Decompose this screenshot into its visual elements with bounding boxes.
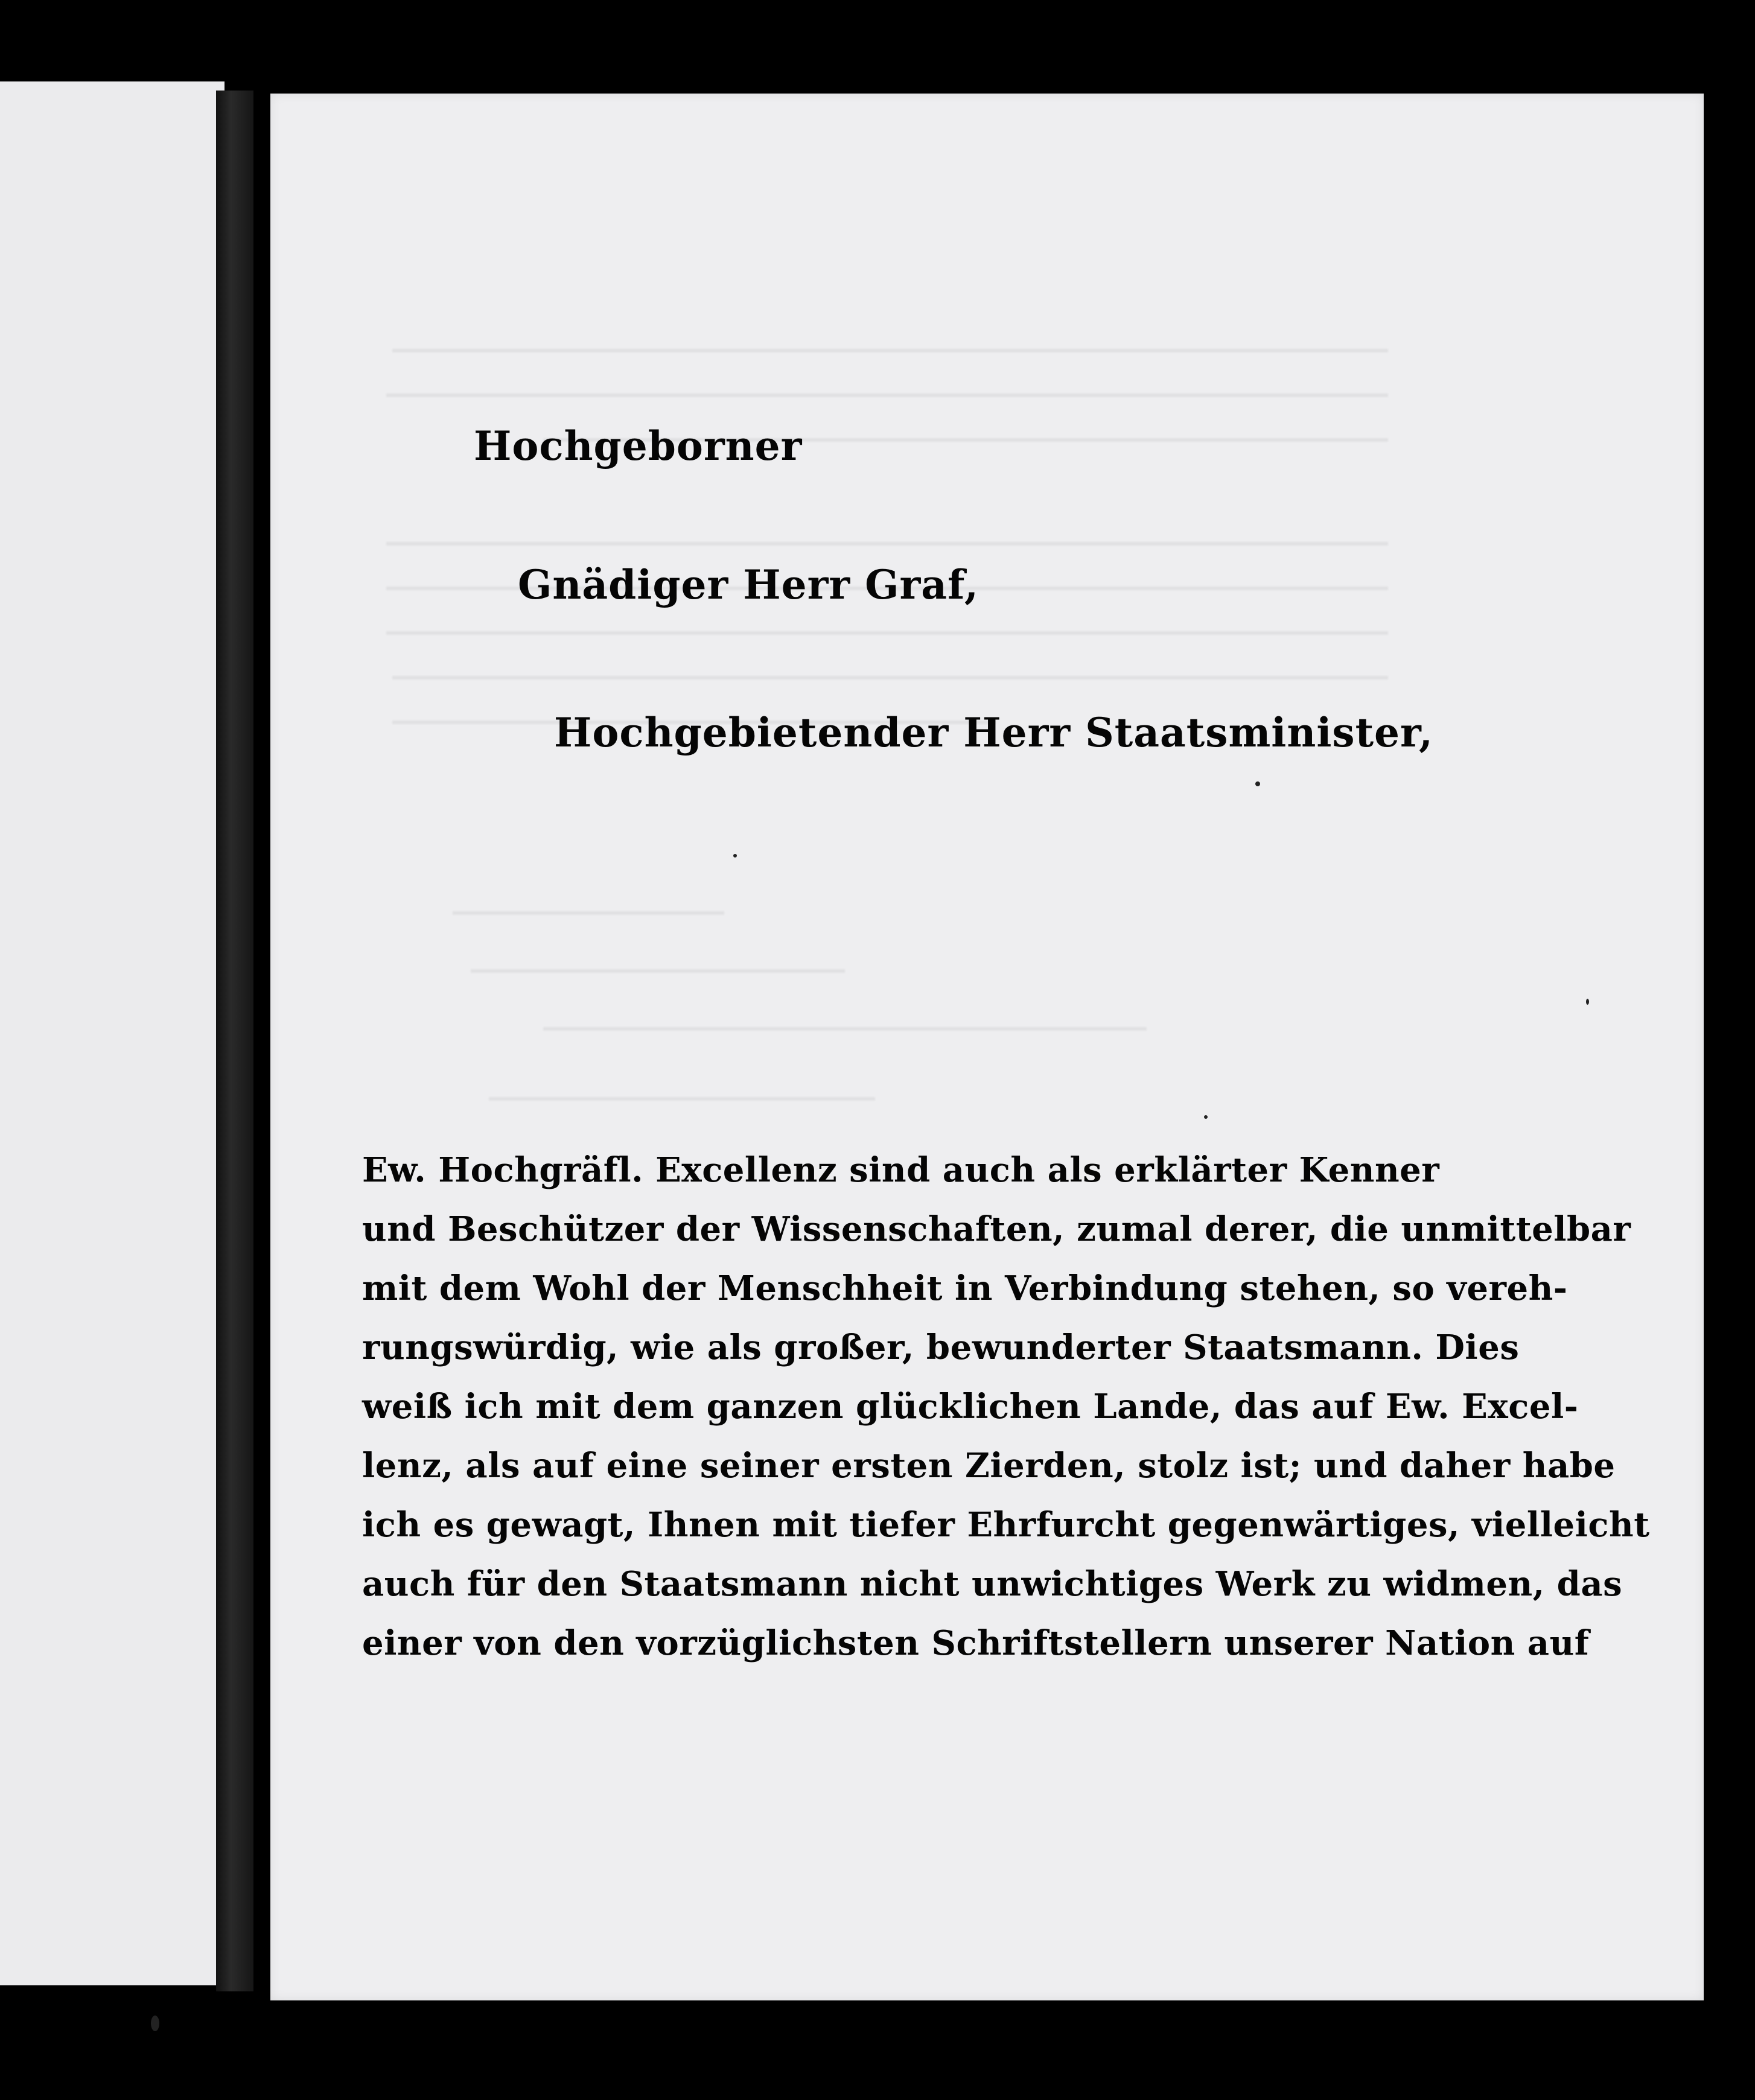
- body-line: auch für den Staatsmann nicht unwichtiges Werk zu widmen, das: [362, 1564, 1623, 1604]
- dedication-body: [362, 1141, 1650, 1673]
- salutation-line-3: Hochgebietender Herr Staatsminister,: [554, 709, 1433, 756]
- body-line: lenz, als auf eine seiner ersten Zierden, stolz ist; und daher habe: [362, 1446, 1616, 1486]
- bleed-through-text: [362, 863, 1388, 1165]
- ink-speck: [1204, 1115, 1208, 1119]
- salutation-line-2: Gnädiger Herr Graf,: [518, 561, 979, 608]
- body-line: Ew. Hochgräfl. Excellenz sind auch als erklärter Kenner: [362, 1150, 1440, 1190]
- previous-page-edge: [0, 81, 225, 1985]
- ink-speck: [1255, 781, 1260, 786]
- salutation-line-1: Hochgeborner: [474, 422, 803, 469]
- ink-speck: [1586, 999, 1589, 1005]
- ink-speck: [151, 2016, 159, 2031]
- body-line: rungswürdig, wie als großer, bewunderter Staatsmann. Dies: [362, 1328, 1520, 1367]
- ink-speck: [733, 854, 737, 858]
- body-line: ich es gewagt, Ihnen mit tiefer Ehrfurcht gegenwärtiges, vielleicht: [362, 1505, 1650, 1545]
- body-line: weiß ich mit dem ganzen glücklichen Lande, das auf Ew. Excel-: [362, 1387, 1579, 1427]
- body-line: und Beschützer der Wissenschaften, zumal derer, die unmittelbar: [362, 1209, 1631, 1249]
- book-gutter: [216, 91, 253, 1991]
- body-line: einer von den vorzüglichsten Schriftstellern unserer Nation auf: [362, 1623, 1590, 1663]
- body-line: mit dem Wohl der Menschheit in Verbindung stehen, so vereh-: [362, 1268, 1568, 1308]
